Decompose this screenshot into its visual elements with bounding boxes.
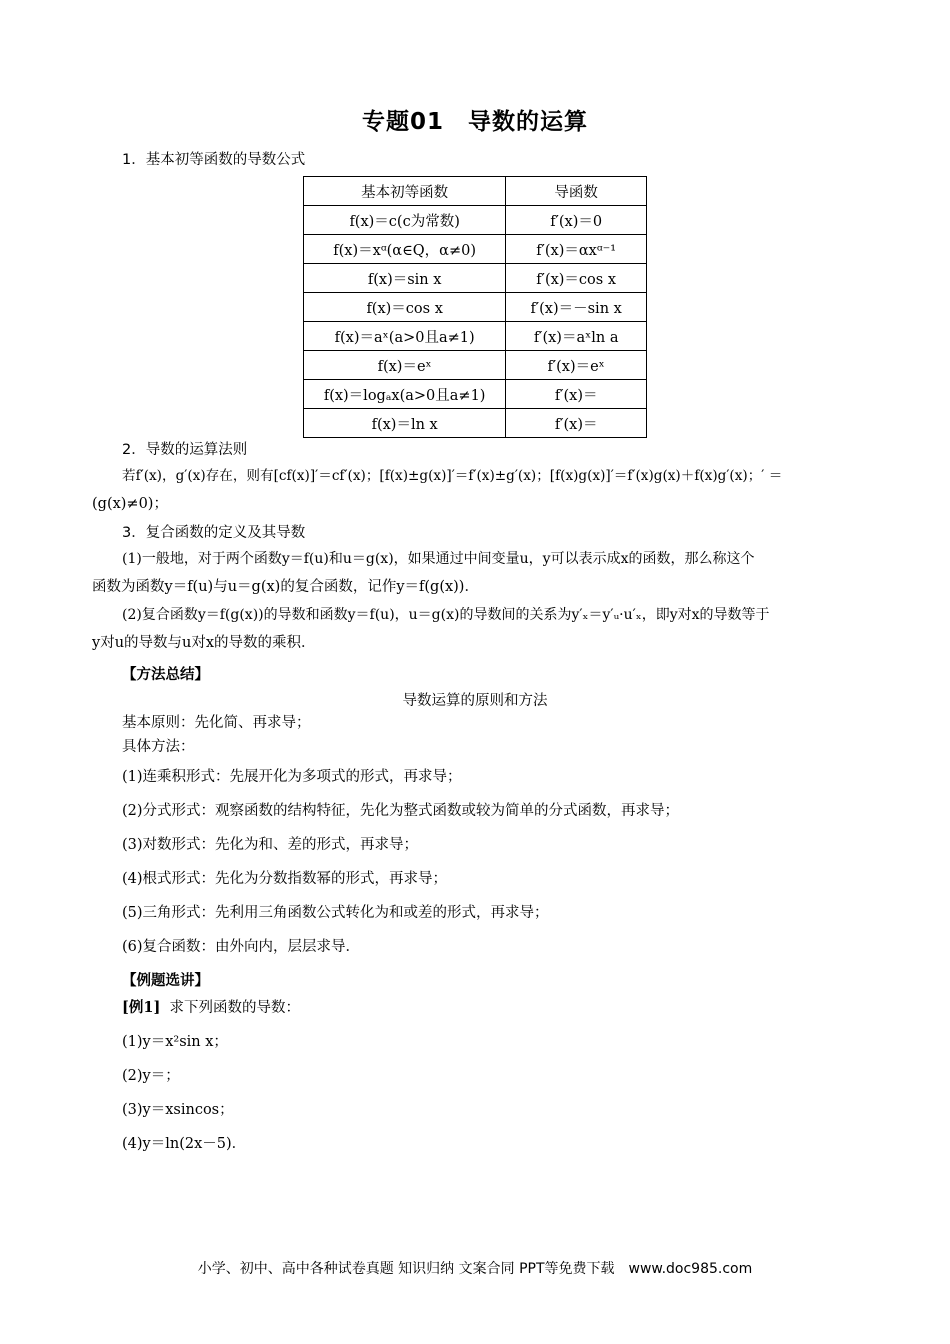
method-summary-label: 【方法总结】 (122, 667, 209, 683)
method-subtitle: 导数运算的原则和方法 (402, 693, 548, 709)
example-item: (2)y＝； (122, 1068, 180, 1084)
method-item: (3)对数形式：先化为和、差的形式，再求导； (122, 837, 419, 853)
method-item: (6)复合函数：由外向内，层层求导． (122, 939, 361, 955)
table-header-cell: 基本初等函数 (304, 177, 506, 206)
method-item: (4)根式形式：先化为分数指数幂的形式，再求导； (122, 871, 448, 887)
derivative-rules-line: (g(x)≠0)； (92, 496, 168, 512)
table-row (304, 264, 647, 293)
table-row (304, 322, 647, 351)
method-item: (2)分式形式：观察函数的结构特征，先化为整式函数或较为简单的分式函数，再求导； (122, 803, 680, 819)
section1-heading: 1．基本初等函数的导数公式 (122, 152, 306, 168)
method-item: (1)连乘积形式：先展开化为多项式的形式，再求导； (122, 769, 462, 785)
table-header-row (304, 177, 647, 206)
table-cell: f(x)＝ln x (304, 409, 506, 438)
table-row (304, 409, 647, 438)
table-cell: f(x)＝cos x (304, 293, 506, 322)
table-cell: f′(x)＝ (506, 409, 647, 438)
table-cell: f(x)＝logₐx(a>0且a≠1) (304, 380, 506, 409)
example-item: (1)y＝x²sin x； (122, 1034, 228, 1050)
table-cell: f′(x)＝eˣ (506, 351, 647, 380)
table-header-cell: 导函数 (506, 177, 647, 206)
table-cell: f(x)＝eˣ (304, 351, 506, 380)
method-principle: 基本原则：先化简、再求导； (122, 715, 311, 731)
method-intro: 具体方法： (122, 739, 195, 755)
section2-heading: 2．导数的运算法则 (122, 442, 248, 458)
table-row (304, 380, 647, 409)
table-cell: f(x)＝c(c为常数) (304, 206, 506, 235)
composite-definition-line: 函数为函数y＝f(u)与u＝g(x)的复合函数，记作y＝f(g(x))． (92, 579, 479, 595)
table-cell: f′(x)＝ (506, 380, 647, 409)
example1 (122, 998, 300, 1018)
composite-definition-line: (1)一般地，对于两个函数y＝f(u)和u＝g(x)，如果通过中间变量u，y可以表示成x的函数，那么称这个 (122, 551, 755, 567)
table-row (304, 351, 647, 380)
example-item: (4)y＝ln(2x－5)． (122, 1136, 247, 1152)
table-cell: f′(x)＝aˣln a (506, 322, 647, 351)
method-item: (5)三角形式：先利用三角函数公式转化为和或差的形式，再求导； (122, 905, 549, 921)
footer-text: 小学、初中、高中各种试卷真题 知识归纳 文案合同 PPT等免费下载 www.doc985.com (197, 1261, 753, 1277)
table-cell: f′(x)＝－sin x (506, 293, 647, 322)
table-cell: f′(x)＝αxᵅ⁻¹ (506, 235, 647, 264)
example1-text: 求下列函数的导数： (169, 1000, 301, 1016)
table-row (304, 206, 647, 235)
table-row (304, 235, 647, 264)
table-row (304, 293, 647, 322)
derivative-formula-table (303, 176, 647, 438)
table-cell: f(x)＝sin x (304, 264, 506, 293)
examples-label: 【例题选讲】 (122, 973, 209, 989)
composite-derivative-line: y对u的导数与u对x的导数的乘积． (92, 635, 316, 651)
table-cell: f′(x)＝0 (506, 206, 647, 235)
table-cell: f(x)＝xᵅ(α∈Q，α≠0) (304, 235, 506, 264)
example1-label: [例1] (122, 999, 161, 1016)
derivative-rules-line: 若f′(x)，g′(x)存在，则有[cf(x)]′＝cf′(x)；[f(x)±g(x)]′＝f′(x)±g′(x)；[f(x)g(x)]′＝f′(x)g(x)＋f(x)g′(x)；′ ＝ (122, 468, 783, 484)
section3-heading: 3．复合函数的定义及其导数 (122, 525, 306, 541)
table-cell: f(x)＝aˣ(a>0且a≠1) (304, 322, 506, 351)
table-cell: f′(x)＝cos x (506, 264, 647, 293)
example-item: (3)y＝xsincos； (122, 1102, 234, 1118)
composite-derivative-line: (2)复合函数y＝f(g(x))的导数和函数y＝f(u)，u＝g(x)的导数间的关系为y′ₓ＝y′ᵤ·u′ₓ，即y对x的导数等于 (122, 607, 770, 623)
page-title: 专题01 导数的运算 (361, 109, 588, 135)
